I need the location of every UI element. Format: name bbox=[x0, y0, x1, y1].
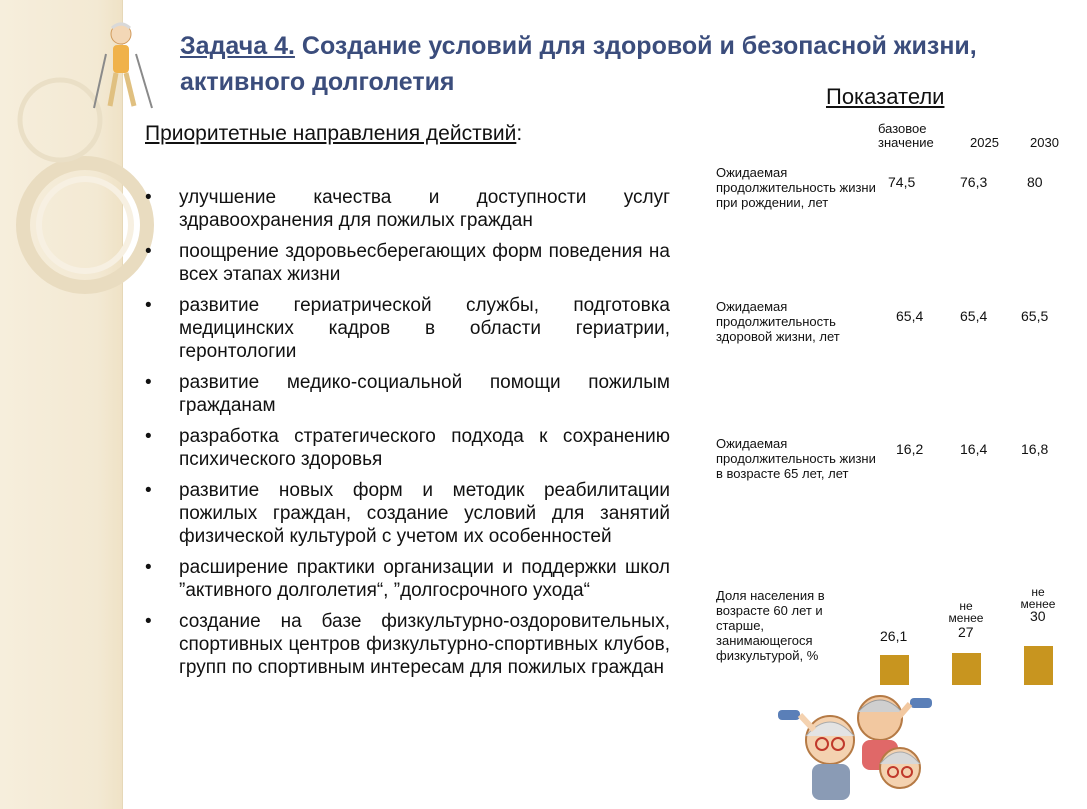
indicator-value: 65,5 bbox=[1021, 308, 1049, 324]
list-item-text: развитие медико-социальной помощи пожилым гражданам bbox=[179, 372, 670, 416]
list-item-text: расширение практики организации и поддержки школ ”активного долголетия“, ”долгосрочного ухода“ bbox=[179, 557, 670, 601]
bullet-icon: • bbox=[145, 426, 152, 447]
indicator-value: 76,3 bbox=[960, 174, 988, 190]
walking-elder-icon bbox=[88, 18, 158, 118]
list-item bbox=[145, 186, 670, 232]
bar-base bbox=[880, 655, 909, 685]
indicator-value: 65,4 bbox=[896, 308, 924, 324]
list-item bbox=[145, 425, 670, 471]
list-item-text: разработка стратегического подхода к сохранению психического здоровья bbox=[179, 426, 670, 470]
bar-2025 bbox=[952, 653, 981, 685]
list-item-text: развитие гериатрической службы, подготовка медицинских кадров в области гериатрии, геронтологии bbox=[179, 295, 670, 362]
list-item-text: развитие новых форм и методик реабилитации пожилых граждан, создание условий для занятий физической культурой с учетом их особенностей bbox=[179, 480, 670, 547]
bullet-icon: • bbox=[145, 480, 152, 501]
indicator-value: 16,8 bbox=[1021, 441, 1049, 457]
list-item-text: создание на базе физкультурно-оздоровительных, спортивных центров физкультурно-спортивных клубов, групп по спортивным интересам для пожилых граждан bbox=[179, 611, 670, 678]
priorities-heading-suffix: : bbox=[516, 122, 523, 145]
column-header-base: базовое значение bbox=[878, 121, 934, 150]
list-item bbox=[145, 294, 670, 363]
bar-prefix-label: не менее bbox=[948, 599, 984, 625]
column-header-2030: 2030 bbox=[1030, 135, 1059, 150]
list-item bbox=[145, 479, 670, 548]
indicator-value: 80 bbox=[1027, 174, 1043, 190]
task-number: Задача 4. bbox=[180, 32, 295, 60]
indicator-value: 16,4 bbox=[960, 441, 988, 457]
bar-value-label: 26,1 bbox=[880, 628, 908, 644]
indicator-value: 65,4 bbox=[960, 308, 988, 324]
elderly-exercise-illustration bbox=[770, 690, 940, 805]
bar-prefix-label: не менее bbox=[1020, 585, 1056, 611]
indicator-label-healthy-life: Ожидаемая продолжительность здоровой жизни, лет bbox=[716, 299, 840, 344]
bar-2030 bbox=[1024, 646, 1053, 685]
indicator-label-physical-activity: Доля населения в возрасте 60 лет и старше, занимающегося физкультурой, % bbox=[716, 588, 825, 663]
indicators-title: Показатели bbox=[826, 84, 945, 109]
priorities-heading-label: Приоритетные направления действий bbox=[145, 122, 517, 145]
bullet-icon: • bbox=[145, 241, 152, 262]
list-item bbox=[145, 240, 670, 286]
task-title-text: Создание условий для здоровой и безопасной жизни, активного долголетия bbox=[180, 32, 977, 96]
indicator-value: 74,5 bbox=[888, 174, 916, 190]
bar-value-label: 27 bbox=[958, 624, 974, 640]
indicator-value: 16,2 bbox=[896, 441, 924, 457]
indicator-label-life-at-65: Ожидаемая продолжительность жизни в возрасте 65 лет, лет bbox=[716, 436, 876, 481]
list-item bbox=[145, 371, 670, 417]
list-item-text: улучшение качества и доступности услуг здравоохранения для пожилых граждан bbox=[179, 187, 670, 231]
bullet-icon: • bbox=[145, 557, 152, 578]
bar-value-label: 30 bbox=[1030, 608, 1046, 624]
column-header-2025: 2025 bbox=[970, 135, 999, 150]
bullet-icon: • bbox=[145, 611, 152, 632]
indicator-label-life-expectancy: Ожидаемая продолжительность жизни при рождении, лет bbox=[716, 165, 876, 210]
priority-list bbox=[145, 186, 670, 687]
list-item bbox=[145, 610, 670, 679]
list-item-text: поощрение здоровьесберегающих форм поведения на всех этапах жизни bbox=[179, 241, 670, 285]
list-item bbox=[145, 556, 670, 602]
bullet-icon: • bbox=[145, 295, 152, 316]
priorities-heading bbox=[145, 122, 522, 146]
bullet-icon: • bbox=[145, 187, 152, 208]
bullet-icon: • bbox=[145, 372, 152, 393]
